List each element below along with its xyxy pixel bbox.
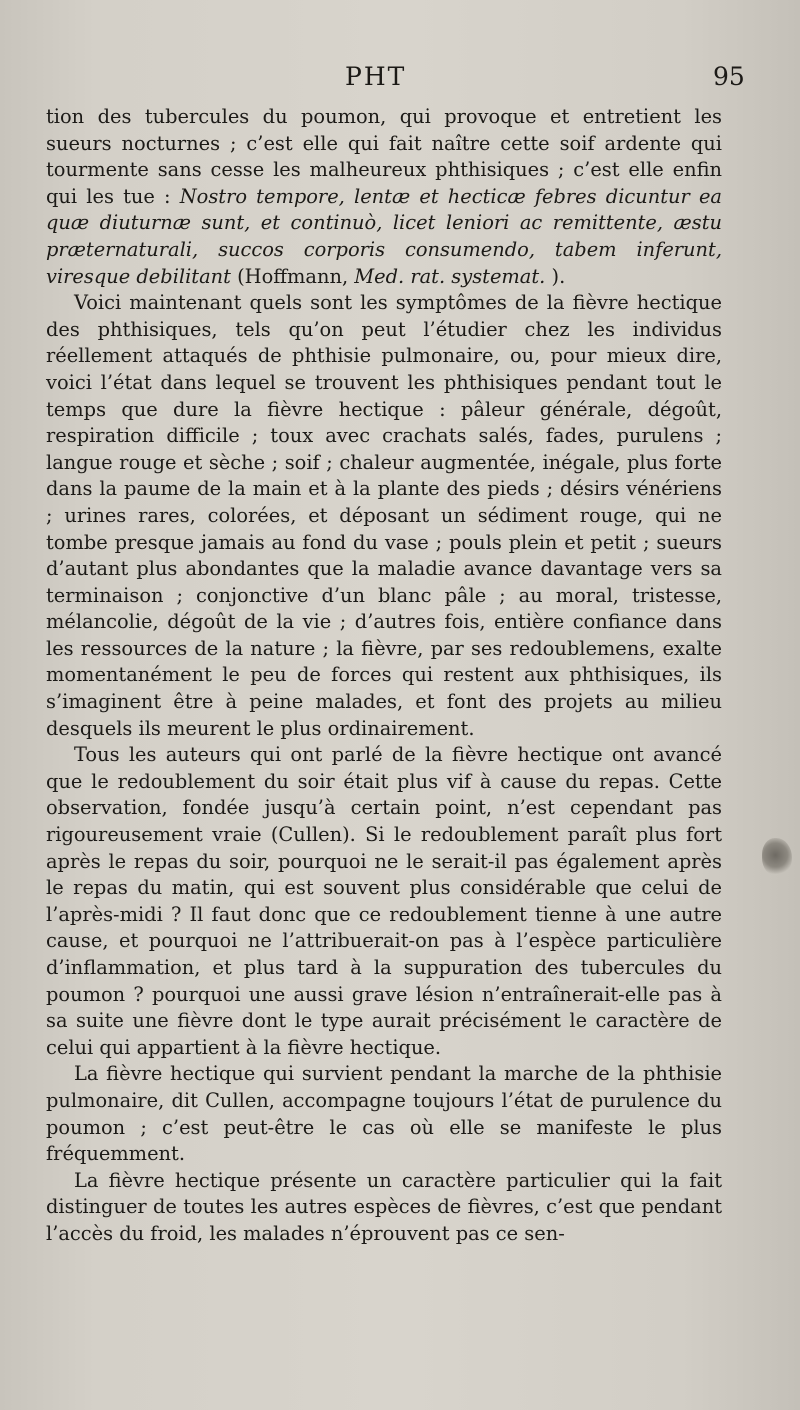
paragraph-4: La fièvre hectique qui survient pendant la marche de la phthisie pulmonaire, dit Cullen, accompagne toujours l’état de purulence du poumon ; c’est peut-être le cas où elle se manifeste le plus fréquemment. [46,1062,722,1166]
paragraph-3: Tous les auteurs qui ont parlé de la fièvre hectique ont avancé que le redoublement du soir était plus vif à cause du repas. Cette observation, fondée jusqu’à certain point, n’est cependant pas rigoureusement vraie (Cullen). Si le redoublement paraît plus fort après le repas du soir, pourquoi ne le serait-il pas également après le repas du matin, qui est souvent plus considérable que celui de l’après-midi ? Il faut donc que ce redoublement tienne à une autre cause, et pourquoi ne l’attribuerait-on pas à l’espèce particulière d’inflammation, et plus tard à la suppuration des tubercules du poumon ? pourquoi une aussi grave lésion n’entraînerait-elle pas à sa suite une fièvre dont le type aurait précisément le caractère de celui qui appartient à la fièvre hectique. [46,743,722,1059]
running-head-title: PHT [345,62,407,91]
page-body [46,104,722,1248]
paragraph-5: La fièvre hectique présente un caractère particulier qui la fait distinguer de toutes les autres espèces de fièvres, c’est que pendant l’accès du froid, les malades n’éprouvent pas ce sen- [46,1168,722,1245]
paper-stain [762,838,792,876]
paragraph-1-text: tion des tubercules du poumon, qui provoque et entretient les sueurs nocturnes ; c’est elle qui fait naître cette soif ardente qui tourmente sans cesse les malheureux phthisiques ; c’est elle enfin qui les tue : [46,105,722,208]
latin-quotation: Nostro tempore, lentæ et hecticæ febres dicuntur ea quæ diuturnæ sunt, et continuò, licet leniori ac remittente, æstu præternaturali, succos corporis consumendo, tabem inferunt, viresque debilitant [46,184,722,288]
citation-open: (Hoffmann, [230,264,355,288]
paragraph-2: Voici maintenant quels sont les symptômes de la fièvre hectique des phthisiques, tels qu’on peut l’étudier chez les individus réellement attaqués de phthisie pulmonaire, ou, pour mieux dire, voici l’état dans lequel se trouvent les phthisiques pendant tout le temps que dure la fièvre hectique : pâleur générale, dégoût, respiration difficile ; toux avec crachats salés, fades, purulens ; langue rouge et sèche ; soif ; chaleur augmentée, inégale, plus forte dans la paume de la main et à la plante des pieds ; désirs vénériens ; urines rares, colorées, et déposant un sédiment rouge, qui ne tombe presque jamais au fond du vase ; pouls plein et petit ; sueurs d’autant plus abondantes que la maladie avance davantage vers sa terminaison ; conjonctive d’un blanc pâle ; au moral, tristesse, mélancolie, dégoût de la vie ; d’autres fois, entière confiance dans les ressources de la nature ; la fièvre, par ses redoublemens, exalte momentanément le peu de forces qui restent aux phthisiques, ils s’imaginent être à peine malades, et font des projets au milieu desquels ils meurent le plus ordinairement. [46,291,722,740]
paragraph-1 [46,104,722,290]
running-head [0,62,800,102]
citation-close: ). [545,264,566,288]
citation-work: Med. rat. systemat. [354,264,546,288]
page-number: 95 [713,62,745,91]
